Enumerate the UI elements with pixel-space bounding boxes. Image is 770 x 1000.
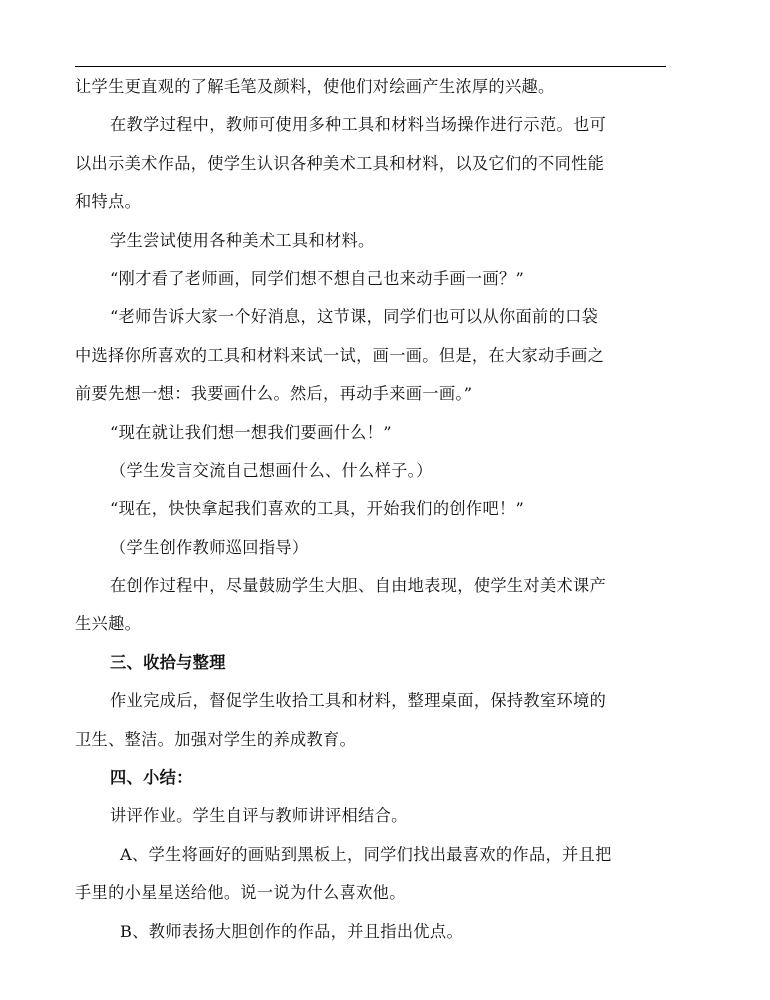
paragraph-line: 作业完成后，督促学生收拾工具和材料，整理桌面，保持教室环境的 — [110, 691, 607, 711]
paragraph-line: 让学生更直观的了解毛笔及颜料，使他们对绘画产生浓厚的兴趣。 — [75, 77, 555, 96]
paragraph-line: 讲评作业。学生自评与教师讲评相结合。 — [110, 806, 408, 826]
document-body — [75, 68, 666, 951]
list-item-line: 手里的小星星送给他。说一说为什么喜欢他。 — [75, 883, 406, 903]
quote-line: “现在，快快拿起我们喜欢的工具，开始我们的创作吧！” — [110, 499, 525, 519]
paragraph-line: 卫生、整洁。加强对学生的养成教育。 — [75, 729, 357, 749]
note-line: （学生创作教师巡回指导） — [110, 537, 309, 557]
note-line: （学生发言交流自己想画什么、什么样子。） — [110, 460, 433, 480]
quote-line: 中选择你所喜欢的工具和材料来试一试，画一画。但是，在大家动手画之 — [75, 345, 605, 365]
quote-line: “现在就让我们想一想我们要画什么！” — [110, 422, 392, 442]
quote-line: “刚才看了老师画，同学们想不想自己也来动手画一画？” — [110, 268, 525, 288]
list-item-line: A、学生将画好的画贴到黑板上，同学们找出最喜欢的作品，并且把 — [120, 844, 612, 864]
paragraph-line: 在创作过程中，尽量鼓励学生大胆、自由地表现，使学生对美术课产 — [110, 576, 607, 596]
section-heading: 四、小结： — [110, 768, 193, 788]
list-item-line: B、教师表扬大胆创作的作品，并且指出优点。 — [120, 921, 463, 941]
header-rule — [75, 66, 666, 67]
paragraph-line: 以出示美术作品，使学生认识各种美术工具和材料，以及它们的不同性能 — [75, 153, 605, 173]
paragraph-line: 和特点。 — [75, 192, 142, 212]
quote-line: 前要先想一想：我要画什么。然后，再动手来画一画。” — [75, 384, 473, 404]
quote-line: “老师告诉大家一个好消息，这节课，同学们也可以从你面前的口袋 — [110, 307, 599, 327]
paragraph-line: 在教学过程中，教师可使用多种工具和材料当场操作进行示范。也可 — [110, 115, 607, 135]
paragraph-line: 学生尝试使用各种美术工具和材料。 — [110, 230, 375, 250]
section-heading: 三、收拾与整理 — [110, 652, 226, 672]
paragraph-line: 生兴趣。 — [75, 614, 142, 634]
